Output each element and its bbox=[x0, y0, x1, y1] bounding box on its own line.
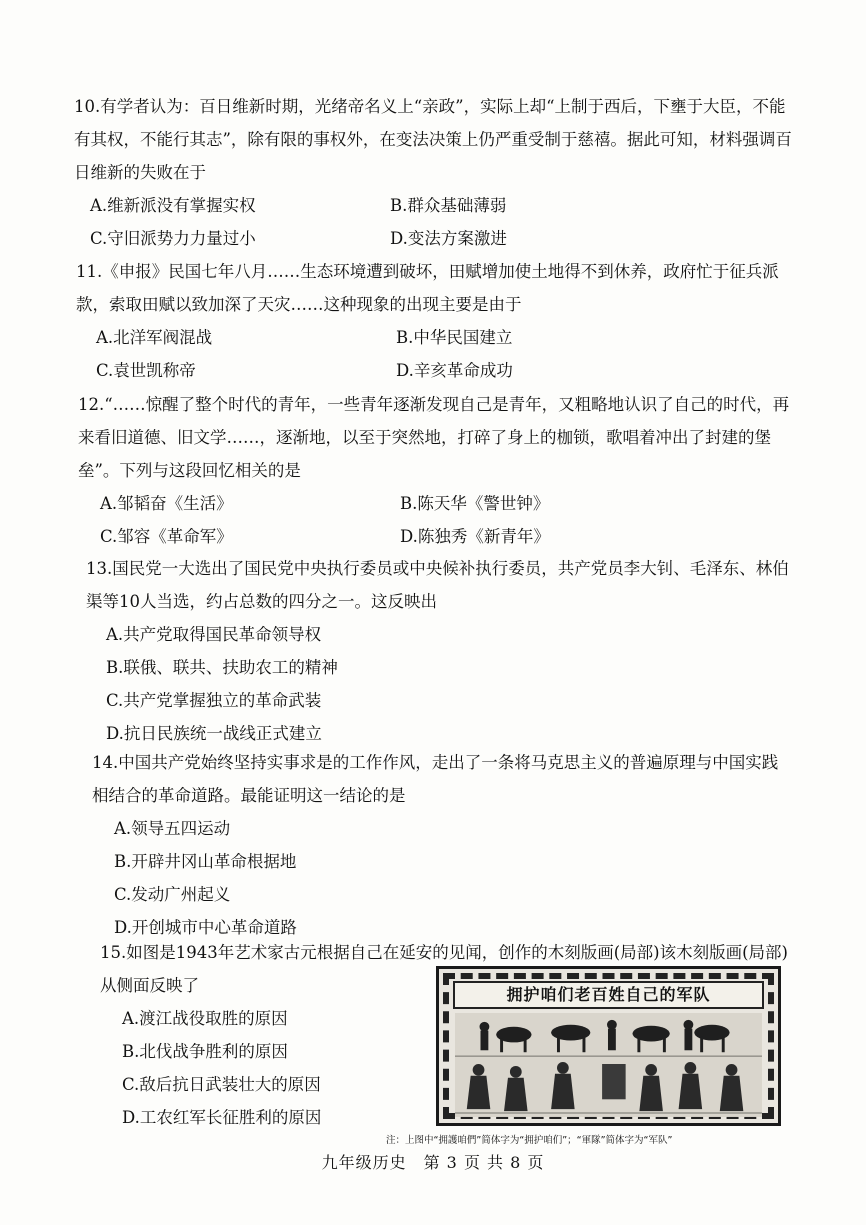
question-stem: 10.有学者认为：百日维新时期，光绪帝名义上“亲政”，实际上却“上制于西后，下壅于大臣，不能有其权，不能行其志”，除有限的事权外，在变法决策上仍严重受制于慈禧。据此可知，材料强调百日维新的失败在于 bbox=[74, 97, 792, 182]
options-grid bbox=[78, 487, 794, 553]
option-a[interactable]: A.渡江战役取胜的原因 bbox=[122, 1009, 288, 1028]
question-14 bbox=[92, 746, 794, 944]
question-stem: 12.“……惊醒了整个时代的青年，一些青年逐渐发现自己是青年，又粗略地认识了自己的时代，再来看旧道德、旧文学……，逐渐地，以至于突然地，打碎了身上的枷锁，歌唱着冲出了封建的堡垒”。下列与这段回忆相关的是 bbox=[78, 395, 790, 480]
page-footer: 九年级历史 第 3 页 共 8 页 bbox=[321, 1153, 545, 1172]
option-c[interactable]: C.发动广州起义 bbox=[114, 885, 231, 904]
question-13 bbox=[86, 552, 794, 750]
option-b[interactable]: B.群众基础薄弱 bbox=[390, 196, 507, 215]
option-b[interactable]: B.北伐战争胜利的原因 bbox=[122, 1042, 288, 1061]
option-a[interactable]: A.共产党取得国民革命领导权 bbox=[106, 625, 322, 644]
option-a[interactable]: A.邹韬奋《生活》 bbox=[100, 494, 233, 513]
option-b[interactable]: B.陈天华《警世钟》 bbox=[400, 494, 550, 513]
option-c[interactable]: C.袁世凯称帝 bbox=[96, 361, 196, 380]
option-d[interactable]: D.陈独秀《新青年》 bbox=[400, 527, 550, 546]
question-10 bbox=[74, 90, 794, 255]
option-c[interactable]: C.邹容《革命军》 bbox=[100, 527, 233, 546]
question-11 bbox=[76, 255, 794, 387]
options-grid bbox=[74, 189, 794, 255]
option-c[interactable]: C.共产党掌握独立的革命武装 bbox=[106, 691, 322, 710]
option-a[interactable]: A.维新派没有掌握实权 bbox=[90, 196, 256, 215]
options-list bbox=[92, 812, 794, 944]
option-a[interactable]: A.北洋军阀混战 bbox=[96, 328, 213, 347]
option-b[interactable]: B.中华民国建立 bbox=[396, 328, 513, 347]
option-d[interactable]: D.抗日民族统一战线正式建立 bbox=[106, 724, 322, 743]
question-stem: 13.国民党一大选出了国民党中央执行委员或中央候补执行委员，共产党员李大钊、毛泽东、林伯渠等10人当选，约占总数的四分之一。这反映出 bbox=[86, 559, 789, 611]
option-b[interactable]: B.联俄、联共、扶助农工的精神 bbox=[106, 658, 338, 677]
question-12 bbox=[78, 388, 794, 553]
options-grid bbox=[76, 321, 794, 387]
option-c[interactable]: C.守旧派势力力量过小 bbox=[90, 229, 256, 248]
option-d[interactable]: D.辛亥革命成功 bbox=[396, 361, 513, 380]
figure-banner: 拥护咱们老百姓自己的军队 bbox=[453, 981, 764, 1009]
options-list bbox=[100, 1002, 442, 1134]
woodcut-scene-image bbox=[455, 1013, 762, 1117]
figure-note: 注：上图中“拥護咱們”简体字为“拥护咱们”；“軍隊”简体字为“军队” bbox=[386, 1135, 673, 1146]
question-stem: 14.中国共产党始终坚持实事求是的工作作风，走出了一条将马克思主义的普遍原理与中国实践相结合的革命道路。最能证明这一结论的是 bbox=[92, 753, 779, 805]
question-stem: 15.如图是1943年艺术家古元根据自己在延安的见闻，创作的木刻版画(局部)该木刻版画(局部)从侧面反映了 bbox=[100, 943, 788, 995]
option-a[interactable]: A.领导五四运动 bbox=[114, 819, 231, 838]
options-list bbox=[86, 618, 794, 750]
option-d[interactable]: D.开创城市中心革命道路 bbox=[114, 918, 297, 937]
option-b[interactable]: B.开辟井冈山革命根据地 bbox=[114, 852, 297, 871]
option-d[interactable]: D.工农红军长征胜利的原因 bbox=[122, 1108, 322, 1127]
question-stem: 11.《申报》民国七年八月……生态环境遭到破坏，田赋增加使土地得不到休养，政府忙于征兵派款，索取田赋以致加深了天灾……这种现象的出现主要是由于 bbox=[76, 262, 779, 314]
option-c[interactable]: C.敌后抗日武装壮大的原因 bbox=[122, 1075, 321, 1094]
woodcut-figure bbox=[436, 966, 781, 1126]
option-d[interactable]: D.变法方案激进 bbox=[390, 229, 507, 248]
